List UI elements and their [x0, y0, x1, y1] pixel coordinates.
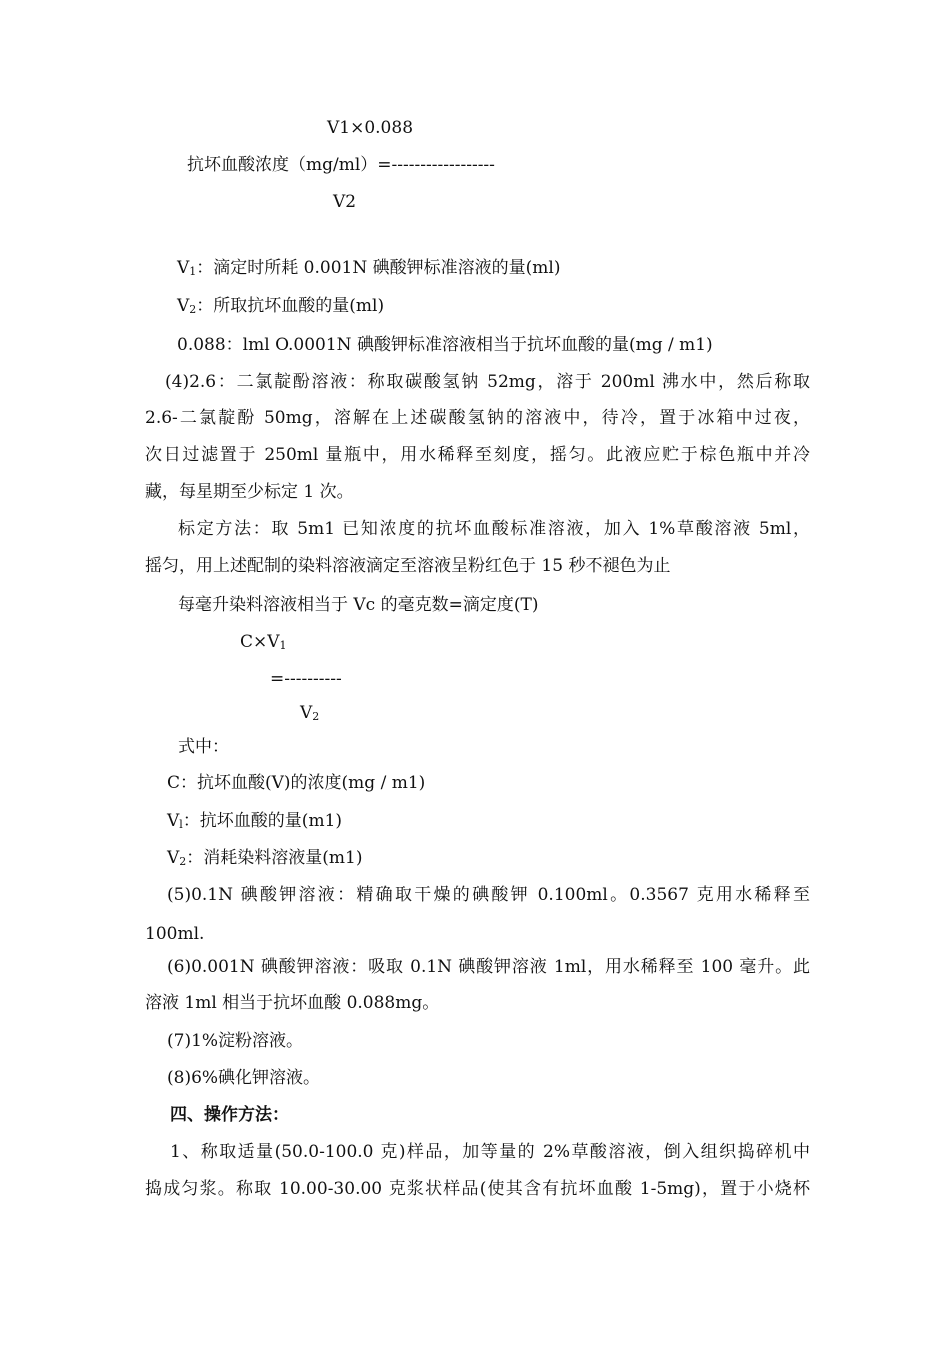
para4-line2: 2.6-二氯靛酚 50mg，溶解在上述碳酸氢钠的溶液中，待冷，置于冰箱中过夜， [145, 408, 810, 428]
calib-line3: 每毫升染料溶液相当于 Vc 的毫克数=滴定度(T) [178, 595, 539, 615]
def2-v2-symbol: V [167, 848, 180, 868]
formula1-lhs: 抗坏血酸浓度（mg/ml）=------------------ [187, 155, 495, 175]
def2-v2-subscript: 2 [179, 855, 187, 868]
def-v2-subscript: 2 [189, 303, 197, 316]
def2-v2-text: ：消耗染料溶液量(m1) [186, 848, 363, 868]
para6-line1: (6)0.001N 碘酸钾溶液：吸取 0.1N 碘酸钾溶液 1ml，用水稀释至 100 毫升。此 [167, 957, 810, 977]
calib-line2: 摇匀，用上述配制的染料溶液滴定至溶液呈粉红色于 15 秒不褪色为止 [145, 556, 671, 576]
def-c: C：抗坏血酸(V)的浓度(mg / m1) [167, 773, 426, 793]
para4-line1: (4)2.6：二氯靛酚溶液：称取碳酸氢钠 52mg，溶于 200ml 沸水中，然后称取 [165, 372, 810, 392]
formula1-numerator: V1×0.088 [327, 118, 414, 138]
formula2-numerator [240, 632, 287, 652]
def2-v1-symbol: V [167, 811, 180, 831]
para6-line2: 溶液 1ml 相当于抗坏血酸 0.088mg。 [145, 993, 440, 1013]
def-v2-text: ：所取抗坏血酸的量(ml) [196, 296, 385, 316]
section-heading: 四、操作方法： [170, 1105, 289, 1125]
def-v2-symbol: V [177, 296, 190, 316]
formula2-bar: =---------- [270, 669, 342, 689]
para5-line1: (5)0.1N 碘酸钾溶液：精确取干燥的碘酸钾 0.100ml。0.3567 克用水稀释至 [167, 885, 810, 905]
formula2-denominator-text: V [300, 703, 313, 723]
formula2-numerator-text: C×V [240, 632, 280, 652]
para4-line3: 次日过滤置于 250ml 量瓶中，用水稀释至刻度，摇匀。此液应贮于棕色瓶中并冷 [145, 445, 810, 465]
where-label: 式中： [178, 737, 229, 757]
def-v1 [177, 258, 560, 278]
def-v1-text: ：滴定时所耗 0.001N 碘酸钾标准溶液的量(ml) [196, 258, 561, 278]
def2-v1-text: ：抗坏血酸的量(m1) [182, 811, 343, 831]
formula1-denominator: V2 [333, 192, 357, 212]
para5-line2: 100ml. [145, 924, 205, 944]
step1-line1: 1、称取适量(50.0-100.0 克)样品，加等量的 2%草酸溶液，倒入组织捣碎机中 [170, 1142, 810, 1162]
def-v1-subscript: 1 [189, 265, 197, 278]
def2-v1 [167, 811, 342, 831]
def2-v1-subscript: l [179, 818, 183, 831]
formula2-denominator-subscript: 2 [312, 710, 320, 723]
step1-line2: 捣成匀浆。称取 10.00-30.00 克浆状样品(使其含有抗坏血酸 1-5mg)，置于小烧杯 [145, 1179, 810, 1199]
def-constant-088: 0.088：lml O.0001N 碘酸钾标准溶液相当于抗坏血酸的量(mg / m1) [177, 335, 713, 355]
calib-line1: 标定方法：取 5m1 已知浓度的抗坏血酸标准溶液，加入 1%草酸溶液 5ml， [178, 519, 810, 539]
formula2-numerator-subscript: 1 [279, 639, 287, 652]
formula2-denominator [300, 703, 319, 723]
def2-v2 [167, 848, 362, 868]
para7: (7)1%淀粉溶液。 [167, 1031, 304, 1051]
def-v2 [177, 296, 384, 316]
para8: (8)6%碘化钾溶液。 [167, 1068, 321, 1088]
para4-line4: 藏，每星期至少标定 1 次。 [145, 482, 354, 502]
def-v1-symbol: V [177, 258, 190, 278]
